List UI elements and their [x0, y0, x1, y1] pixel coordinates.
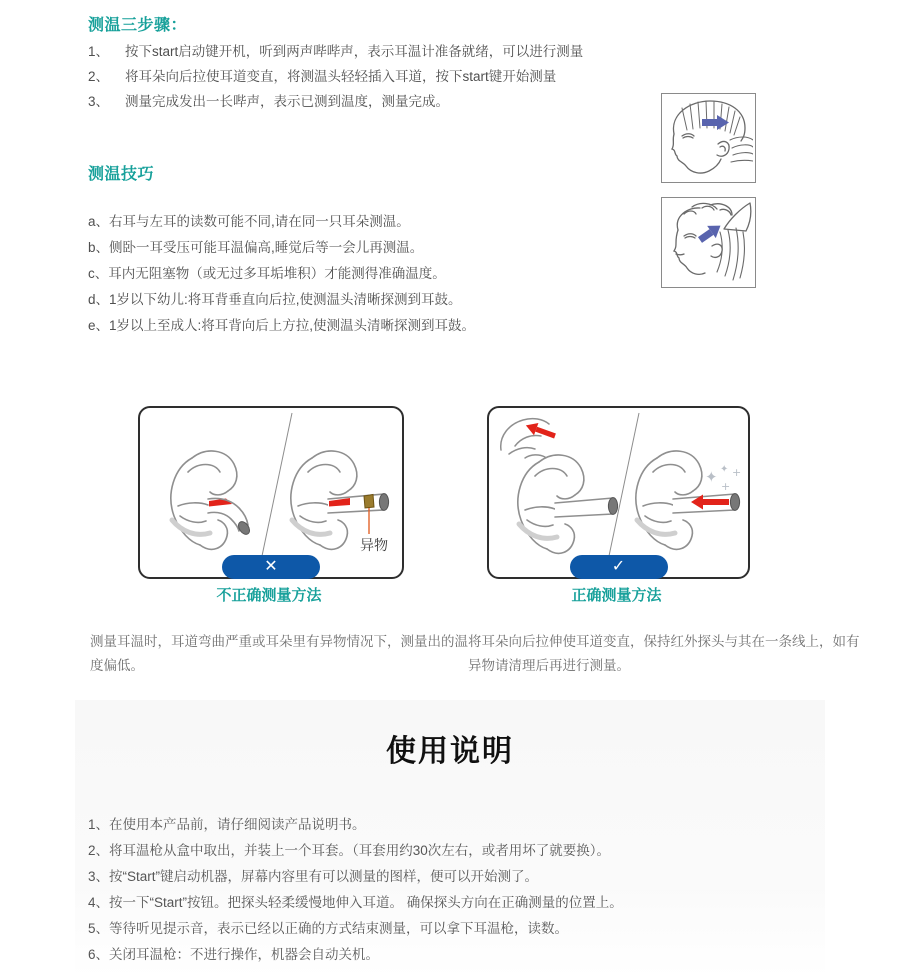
correct-description: 将耳朵向后拉伸使耳道变直，保持红外探头与其在一条线上，如有异物请清理后再进行测量。	[468, 634, 860, 673]
list-item: 5、等待听见提示音，表示已经以正确的方式结束测量，可以拿下耳温枪，读数。	[88, 921, 569, 936]
red-warning-stripe	[209, 499, 232, 507]
list-item: 4、按一下“Start”按钮。把探头轻柔缓慢地伸入耳道。 确保探头方向在正确测量的位置上。	[88, 895, 623, 910]
hand-pulling-ear-icon	[497, 414, 621, 568]
list-item	[88, 37, 658, 62]
correct-method-figure	[487, 406, 750, 579]
incorrect-method-figure	[138, 406, 404, 579]
foreign-object-icon	[364, 495, 374, 509]
item-number: 2、	[88, 68, 110, 84]
steps-list	[88, 37, 658, 112]
item-text: 按下start启动键开机，听到两声哔哔声，表示耳温计准备就绪，可以进行测量	[125, 43, 584, 59]
list-item: 1、在使用本产品前，请仔细阅读产品说明书。	[88, 817, 366, 832]
tips-heading: 测温技巧	[88, 166, 155, 183]
foreign-object-ear-icon	[272, 442, 398, 566]
usage-heading: 使用说明	[386, 735, 514, 768]
pull-direction-arrow-icon	[702, 115, 729, 130]
incorrect-caption: 不正确测量方法	[216, 587, 322, 604]
steps-heading: 测温三步骤：	[88, 17, 188, 34]
list-item: 3、按“Start”键启动机器，屏幕内容里有可以测量的图样，便可以开始测了。	[88, 869, 539, 884]
svg-text:+: +	[721, 480, 731, 493]
svg-text:+: +	[732, 466, 742, 479]
item-number: 1、	[88, 43, 110, 59]
foreign-object-label: 异物	[360, 537, 388, 553]
straight-ear-canal-icon	[617, 442, 745, 566]
correct-badge	[570, 555, 668, 579]
red-up-arrow-icon	[524, 419, 558, 442]
adult-ear-pull-illustration	[661, 197, 756, 288]
correct-caption: 正确测量方法	[571, 587, 662, 604]
list-item: c、耳内无阻塞物（或无过多耳垢堆积）才能测得准确温度。	[88, 266, 446, 281]
check-mark-icon: ✓	[611, 558, 626, 575]
list-item: a、右耳与左耳的读数可能不同,请在同一只耳朵测温。	[88, 214, 410, 229]
list-item: 6、关闭耳温枪：不进行操作，机器会自动关机。	[88, 947, 380, 962]
baby-ear-pull-illustration	[661, 93, 756, 183]
list-item	[88, 87, 658, 112]
usage-list	[88, 812, 812, 968]
incorrect-badge	[222, 555, 320, 579]
incorrect-description: 测量耳温时，耳道弯曲严重或耳朵里有异物情况下，测量出的温度偏低。	[90, 634, 468, 673]
list-item: d、1岁以下幼儿:将耳背垂直向后拉,使测温头清晰探测到耳鼓。	[88, 292, 462, 307]
svg-text:✦: ✦	[720, 464, 729, 475]
usage-section	[75, 700, 825, 978]
sparkles-icon	[705, 464, 741, 493]
adult-head-profile-icon	[662, 198, 753, 285]
svg-text:✦: ✦	[705, 468, 718, 486]
item-number: 3、	[88, 93, 110, 109]
list-item: 2、将耳温枪从盒中取出，并装上一个耳套。（耳套用约30次左右，或者用坏了就要换）。	[88, 843, 611, 858]
list-item: b、侧卧一耳受压可能耳温偏高,睡觉后等一会儿再测温。	[88, 240, 424, 255]
list-item	[88, 62, 658, 87]
item-text: 测量完成发出一长哔声，表示已测到温度，测量完成。	[125, 93, 449, 109]
baby-head-profile-icon	[662, 94, 753, 180]
tips-list	[88, 209, 648, 339]
item-text: 将耳朵向后拉使耳道变直，将测温头轻轻插入耳道，按下start键开始测量	[125, 68, 557, 84]
list-item: e、1岁以上至成人:将耳背向后上方拉,使测温头清晰探测到耳鼓。	[88, 318, 476, 333]
x-mark-icon: ✕	[264, 558, 278, 575]
bent-ear-canal-icon	[152, 442, 270, 564]
